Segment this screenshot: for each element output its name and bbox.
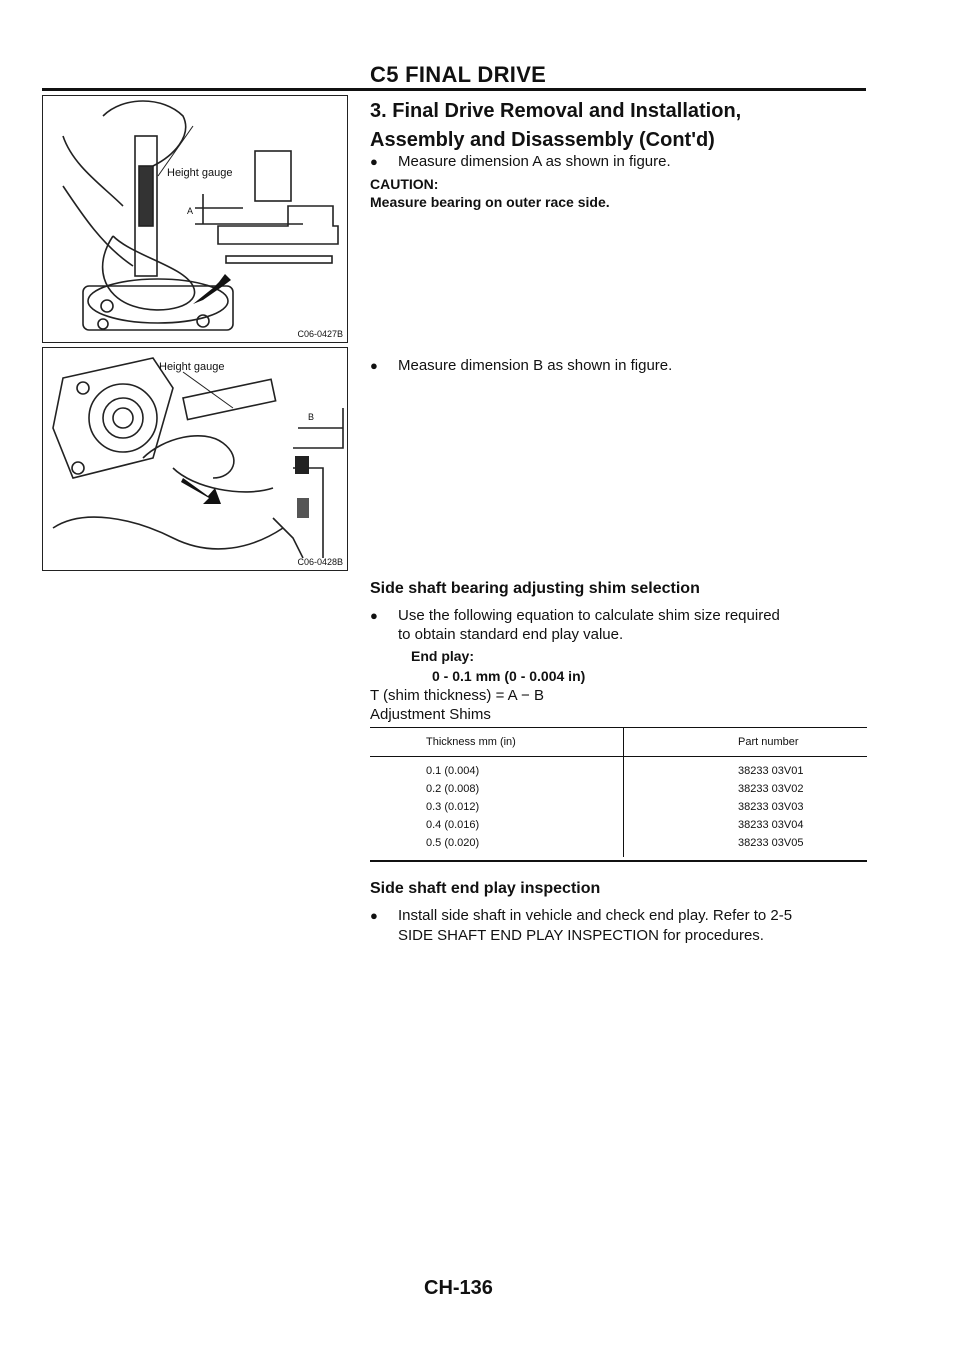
figure1-dim-label: A	[187, 206, 194, 216]
step1-text: Measure dimension A as shown in figure.	[398, 153, 671, 170]
inspection-bullet	[370, 906, 870, 925]
page-number: CH-136	[424, 1277, 493, 1299]
page-heading	[370, 97, 850, 155]
cell-thickness: 0.2 (0.008)	[426, 783, 480, 795]
figure2-label: Height gauge	[159, 361, 225, 373]
height-gauge-b-illustration	[43, 348, 347, 570]
inspection-title: Side shaft end play inspection	[370, 880, 601, 897]
table-row	[370, 757, 867, 781]
step2-text: Measure dimension B as shown in figure.	[398, 357, 673, 374]
table-row	[370, 834, 867, 857]
table-header-thickness: Thickness mm (in)	[370, 728, 624, 757]
caution-label: CAUTION:	[370, 176, 439, 192]
shim-bullet	[370, 606, 780, 625]
step1-bullet	[370, 152, 671, 171]
cell-thickness: 0.5 (0.020)	[426, 837, 480, 849]
table-caption: Adjustment Shims	[370, 706, 491, 723]
header-rule	[42, 88, 866, 91]
cell-thickness: 0.1 (0.004)	[426, 765, 480, 777]
adjustment-shims-table	[370, 728, 867, 857]
end-play-label: End play:	[411, 648, 475, 664]
shim-bullet-line1: Use the following equation to calculate shim size required	[398, 607, 780, 624]
bullet-icon: ●	[370, 358, 378, 373]
end-play-value: 0 - 0.1 mm (0 - 0.004 in)	[432, 668, 586, 684]
figure1-code: C06-0427B	[297, 329, 343, 339]
cell-thickness: 0.3 (0.012)	[426, 801, 480, 813]
figure2-code: C06-0428B	[297, 557, 343, 567]
caution-text: Measure bearing on outer race side.	[370, 194, 610, 210]
inspection-line1: Install side shaft in vehicle and check end play. Refer to 2-5	[398, 907, 793, 924]
table-header-row	[370, 728, 867, 757]
bullet-icon: ●	[370, 608, 378, 623]
cell-part-number: 38233 03V05	[624, 834, 868, 857]
table-header-part-number: Part number	[624, 728, 868, 757]
cell-thickness: 0.4 (0.016)	[426, 819, 480, 831]
cell-part-number: 38233 03V04	[624, 816, 868, 834]
shim-bullet-line2: to obtain standard end play value.	[398, 626, 624, 643]
figure-height-gauge-a	[42, 95, 348, 343]
bullet-icon: ●	[370, 154, 378, 169]
table-row	[370, 780, 867, 798]
bullet-icon: ●	[370, 908, 378, 923]
shim-equation: T (shim thickness) = A − B	[370, 687, 544, 704]
figure1-label: Height gauge	[167, 167, 233, 179]
step2-bullet	[370, 356, 672, 375]
cell-part-number: 38233 03V01	[624, 757, 868, 781]
table-row	[370, 798, 867, 816]
heading-line-2: Assembly and Disassembly (Cont'd)	[370, 129, 715, 151]
cell-part-number: 38233 03V02	[624, 780, 868, 798]
height-gauge-a-illustration	[43, 96, 347, 342]
shim-section-title: Side shaft bearing adjusting shim selection	[370, 580, 700, 597]
section-title: C5 FINAL DRIVE	[370, 62, 547, 87]
figure-height-gauge-b	[42, 347, 348, 571]
figure2-dim-label: B	[308, 412, 315, 422]
table-bottom-rule	[370, 860, 867, 862]
table-row	[370, 816, 867, 834]
heading-line-1: 3. Final Drive Removal and Installation,	[370, 100, 742, 122]
inspection-line2: SIDE SHAFT END PLAY INSPECTION for procedures.	[398, 927, 764, 944]
cell-part-number: 38233 03V03	[624, 798, 868, 816]
